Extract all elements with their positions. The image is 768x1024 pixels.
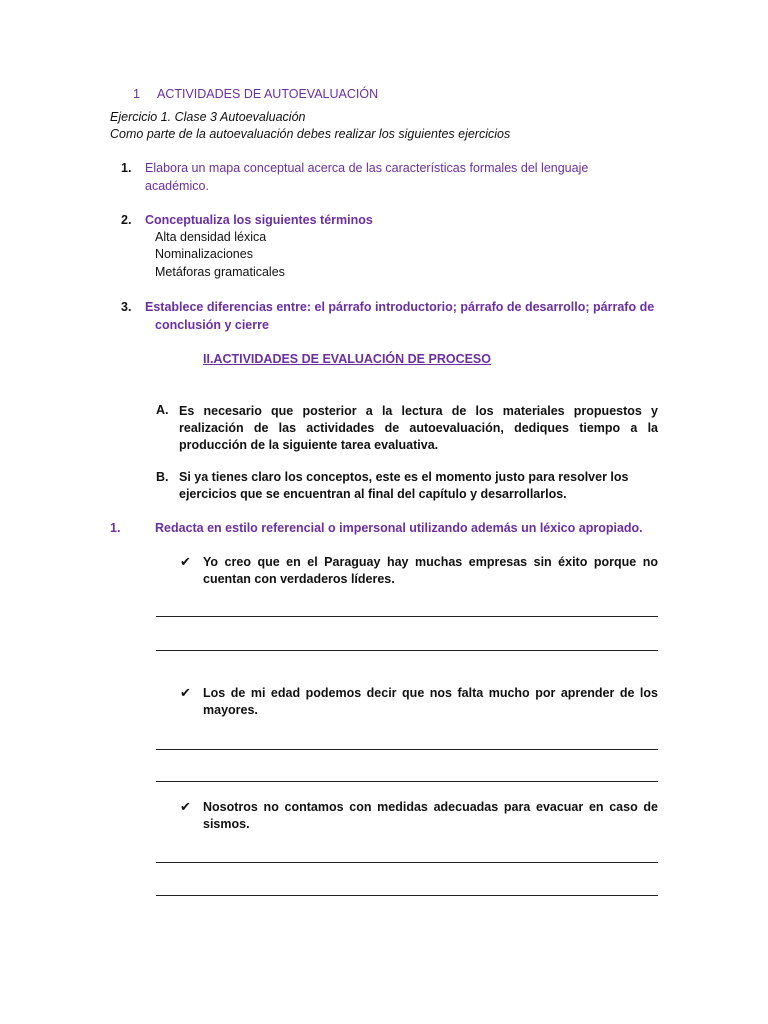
item-title: Conceptualiza los siguientes términos — [145, 213, 373, 227]
lettered-text-continued: ejercicios que se encuentran al final del capítulo y desarrollarlos. — [179, 487, 567, 501]
sentence-text: Yo creo que en el Paraguay hay muchas empresas sin éxito porque no cuentan con verdaderos líderes. — [203, 555, 658, 586]
checkmark-icon: ✔ — [180, 799, 191, 814]
exercise-subtitle: Como parte de la autoevaluación debes realizar los siguientes ejercicios — [110, 127, 511, 141]
item-number: 2. — [121, 213, 132, 227]
section-number: 1 — [133, 87, 140, 101]
answer-line[interactable] — [156, 650, 658, 651]
lettered-marker: B. — [156, 470, 169, 484]
section-2-title: II.ACTIVIDADES DE EVALUACIÓN DE PROCESO — [203, 352, 491, 366]
lettered-text: Es necesario que posterior a la lectura de los materiales propuestos y realización de las actividades de autoevaluación, dediques tiempo a la producción de la siguiente tarea evaluativa. — [179, 404, 658, 452]
item-text-continued: conclusión y cierre — [155, 318, 269, 332]
task-number: 1. — [110, 521, 121, 535]
lettered-text: Si ya tienes claro los conceptos, este es el momento justo para resolver los — [179, 470, 629, 484]
item-number: 3. — [121, 300, 132, 314]
answer-line[interactable] — [156, 781, 658, 782]
term-item: Metáforas gramaticales — [155, 265, 285, 279]
item-text: Establece diferencias entre: el párrafo introductorio; párrafo de desarrollo; párrafo de — [145, 300, 655, 314]
item-text-continued: académico. — [145, 179, 209, 193]
answer-line[interactable] — [156, 895, 658, 896]
sentence-text: Los de mi edad podemos decir que nos falta mucho por aprender de los mayores. — [203, 686, 658, 717]
task-text: Redacta en estilo referencial o impersonal utilizando además un léxico apropiado. — [155, 521, 643, 535]
answer-line[interactable] — [156, 749, 658, 750]
exercise-title: Ejercicio 1. Clase 3 Autoevaluación — [110, 110, 306, 124]
item-number: 1. — [121, 161, 132, 175]
section-title: ACTIVIDADES DE AUTOEVALUACIÓN — [157, 87, 379, 101]
term-item: Nominalizaciones — [155, 247, 253, 261]
checkmark-icon: ✔ — [180, 554, 191, 569]
item-text: Elabora un mapa conceptual acerca de las características formales del lenguaje — [145, 161, 589, 175]
answer-line[interactable] — [156, 616, 658, 617]
lettered-marker: A. — [156, 403, 169, 417]
term-item: Alta densidad léxica — [155, 230, 267, 244]
checkmark-icon: ✔ — [180, 685, 191, 700]
answer-line[interactable] — [156, 862, 658, 863]
sentence-text: Nosotros no contamos con medidas adecuadas para evacuar en caso de sismos. — [203, 800, 658, 831]
